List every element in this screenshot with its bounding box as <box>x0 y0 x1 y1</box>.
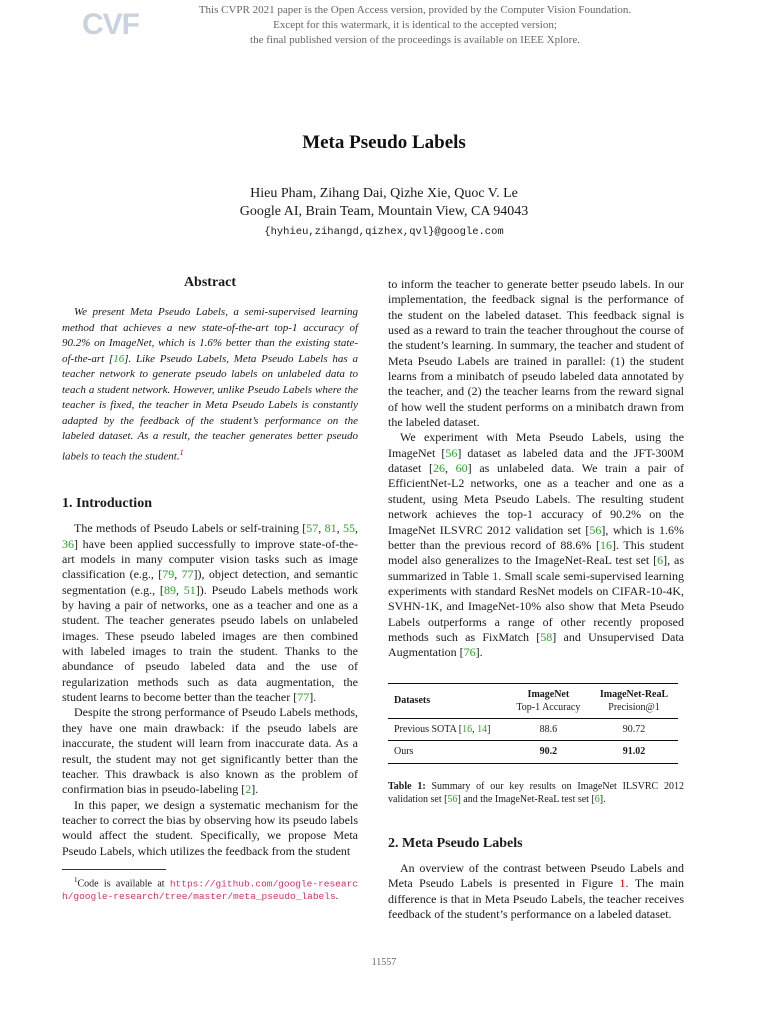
table-caption: Table 1: Summary of our key results on ImageNet ILSVRC 2012 validation set [56] and the ImageNet-ReaL test set [6]. <box>388 780 684 805</box>
author-block <box>0 185 768 221</box>
citation-link[interactable]: 81 <box>324 521 337 536</box>
section-heading-meta-pseudo-labels: 2. Meta Pseudo Labels <box>388 835 523 851</box>
table-cell-value: 90.2 <box>539 745 558 757</box>
citation-link[interactable]: 16 <box>599 537 612 552</box>
citation-link[interactable]: 76 <box>463 645 476 660</box>
watermark-line: This CVPR 2021 paper is the Open Access version, provided by the Computer Vision Foundation. <box>198 4 632 16</box>
citation-link[interactable]: 60 <box>455 461 468 476</box>
abstract-text: We present Meta Pseudo Labels, a semi-supervised learning method that achieves a new state-of-the-art top-1 accuracy of 90.2% on ImageNet, which is 1.6% better than the existing state-of-the-art [16]. Like Pseudo Labels, Meta Pseudo Labels has a teacher network to generate pseudo labels on unlabeled data to teach a student network. However, unlike Pseudo Labels where the teacher is fixed, the teacher in Meta Pseudo Labels is constantly adapted by the feedback of the student’s performance on the labeled dataset. As a result, the teacher generates better pseudo labels to teach the student.$^1$ <box>62 306 358 463</box>
footnote-ref[interactable]: 1 <box>179 447 184 457</box>
section2-paragraph-1: An overview of the contrast between Pseudo Labels and Meta Pseudo Labels is presented in Figure 1. The main difference is that in Meta Pseudo Labels, the teacher receives feedback of the student’s performance on a labeled dataset. <box>388 860 685 921</box>
table-cell-value: 91.02 <box>622 745 646 757</box>
citation-link[interactable]: 51 <box>183 582 196 597</box>
figure-ref-link[interactable]: 1 <box>619 876 626 891</box>
table-cell-label: Previous SOTA [16, 14] <box>394 723 491 735</box>
citation-link[interactable]: 57 <box>306 521 319 536</box>
right-paragraph-2: We experiment with Meta Pseudo Labels, using the ImageNet [56] dataset as labeled data and the JFT-300M dataset [26, 60] as unlabeled data. We train a pair of EfficientNet-L2 networks, one as a teacher and one as a student, using Meta Pseudo Labels. The resulting student network achieves the top-1 accuracy of 90.2% on the ImageNet ILSVRC 2012 validation set [56], which is 1.6% better than the previous record of 88.6% [16]. This student model also generalizes to the ImageNet-ReaL test set [6], as summarized in Table 1. Small scale semi-supervised learning experiments with standard ResNet models on CIFAR-10-4K, SVHN-1K, and ImageNet-10% also show that Meta Pseudo Labels outperforms a range of other recently proposed methods such as FixMatch [58] and Unsupervised Data Augmentation [76]. <box>388 430 685 660</box>
table-row <box>388 718 678 740</box>
table-header-imagenet: ImageNet Top-1 Accuracy <box>516 688 581 713</box>
citation-link[interactable]: 56 <box>445 445 458 460</box>
citation-link[interactable]: 56 <box>589 522 602 537</box>
watermark-line: Except for this watermark, it is identical to the accepted version; <box>273 19 557 31</box>
citation-link[interactable]: 55 <box>343 521 355 536</box>
citation-link[interactable]: 36 <box>62 536 74 551</box>
citation-link[interactable]: 58 <box>540 629 553 644</box>
abstract-heading: Abstract <box>183 275 237 290</box>
citation-link[interactable]: 2 <box>245 782 252 797</box>
open-access-watermark <box>0 3 768 48</box>
left-column <box>62 275 358 903</box>
intro-paragraph-3: In this paper, we design a systematic mechanism for the teacher to correct the bias by observing how its pseudo labels would affect the student. Specifically, we propose Meta Pseudo Labels, which utilizes the feedback from the student <box>62 797 358 858</box>
table-header-row <box>388 683 678 718</box>
paper-title: Meta Pseudo Labels <box>302 132 466 153</box>
citation-link[interactable]: 26 <box>432 461 445 476</box>
table-cell-value: 88.6 <box>539 723 558 735</box>
results-table <box>388 683 678 764</box>
watermark-line: the final published version of the proceedings is available on IEEE Xplore. <box>250 34 580 46</box>
table-ref-link[interactable]: 1 <box>492 568 499 583</box>
citation-link[interactable]: 77 <box>297 690 310 705</box>
citation-link[interactable]: 77 <box>181 567 194 582</box>
citation-link[interactable]: 16 <box>113 352 125 365</box>
page-number: 11557 <box>371 957 397 968</box>
citation-link[interactable]: 79 <box>162 567 175 582</box>
footnote-code: $^1$Code is available at https://github.com/google-research/google-research/tree/master/meta_pseudo_labels. <box>62 875 358 903</box>
citation-link[interactable]: 6 <box>657 553 664 568</box>
svg-text:CVF: CVF <box>82 8 139 40</box>
author-affiliation: Google AI, Brain Team, Mountain View, CA 94043 <box>239 204 529 219</box>
citation-link[interactable]: 89 <box>163 582 176 597</box>
footnote-rule <box>62 869 166 870</box>
right-column <box>388 277 684 922</box>
author-emails: {hyhieu,zihangd,qizhex,qvl}@google.com <box>264 226 504 238</box>
citation-link[interactable]: 56 <box>447 793 458 805</box>
intro-paragraph-1: The methods of Pseudo Labels or self-training [57, 81, 55, 36] have been applied successfully to improve state-of-the-art models in many computer vision tasks such as image classification (e.g., [79, 77]), object detection, and semantic segmentation (e.g., [89, 51]). Pseudo Labels methods work by having a pair of networks, one as a teacher and one as a student. The teacher generates pseudo labels on unlabeled images. These pseudo labeled images are then combined with labeled images to train the student. Thanks to the abundance of pseudo labeled data and the use of regularization methods such as data augmentation, the student learns to become better than the teacher [77]. <box>62 521 358 705</box>
table-row <box>388 740 678 763</box>
code-url-link[interactable]: https://github.com/google-research/google-research/tree/master/meta_pseudo_labels <box>62 878 358 903</box>
citation-link[interactable]: 14 <box>477 723 488 735</box>
citation-link[interactable]: 6 <box>594 793 600 805</box>
citation-link[interactable]: 16 <box>462 723 473 735</box>
table-header-imagenet-real: ImageNet-ReaL Precision@1 <box>599 688 669 713</box>
table-cell-value: 90.72 <box>622 723 646 735</box>
intro-paragraph-2: Despite the strong performance of Pseudo Labels methods, they have one main drawback: if the pseudo labels are inaccurate, the student will learn from inaccurate data. As a result, the student may not get significantly better than the teacher. This drawback is also known as the problem of confirmation bias in pseudo-labeling [2]. <box>62 705 358 797</box>
author-names: Hieu Pham, Zihang Dai, Qizhe Xie, Quoc V. Le <box>250 186 518 201</box>
table-cell-label: Ours <box>394 745 414 757</box>
table-header-datasets: Datasets <box>394 695 431 707</box>
section-heading-introduction: 1. Introduction <box>62 496 152 511</box>
right-paragraph-1: to inform the teacher to generate better pseudo labels. In our implementation, the feedback signal is the performance of the student on the labeled dataset. This feedback signal is used as a reward to train the teacher throughout the course of the student’s learning. In summary, the teacher and student of Meta Pseudo Labels are trained in parallel: (1) the student learns from a minibatch of pseudo labeled data annotated by the teacher, and (2) the teacher learns from the reward signal of how well the student performs on a minibatch drawn from the labeled dataset. <box>388 277 684 430</box>
